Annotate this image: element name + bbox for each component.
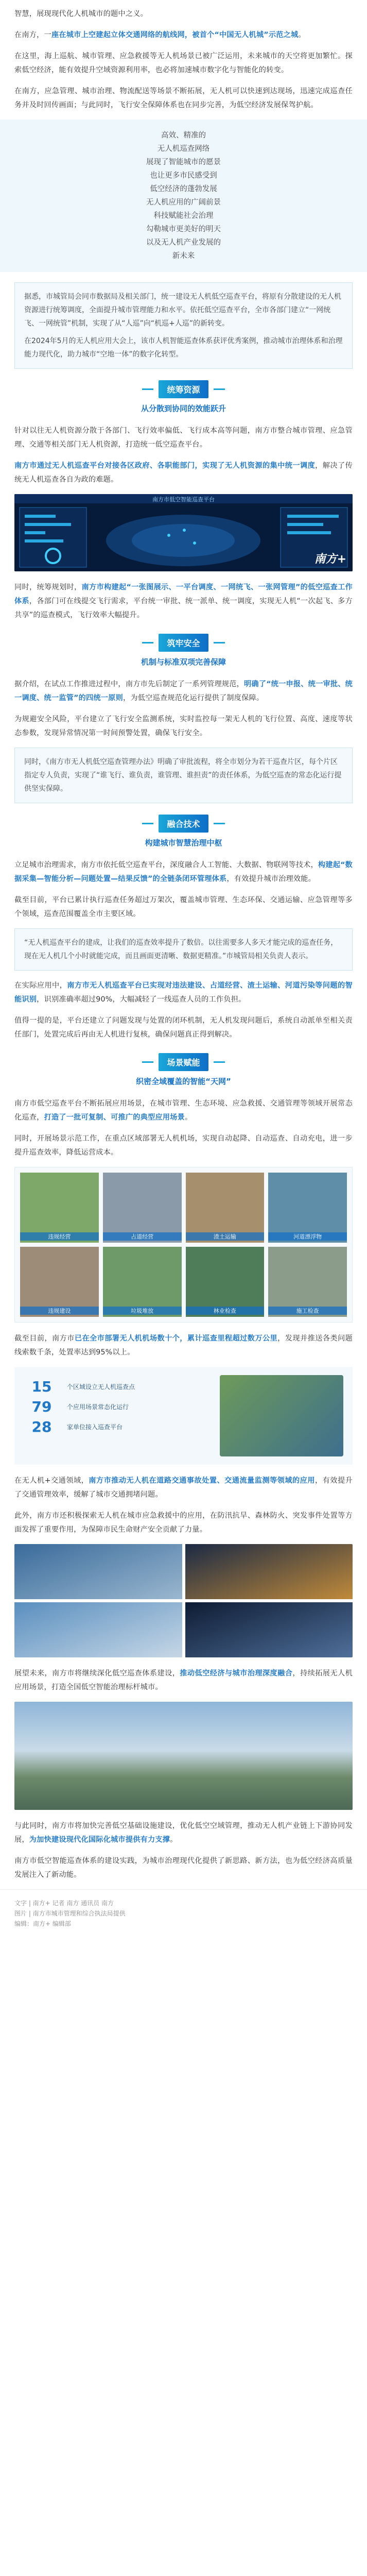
stat-item <box>24 1378 209 1395</box>
text-span: 。 <box>170 1836 178 1844</box>
quote-box-2 <box>14 748 353 803</box>
text-span: 。 <box>184 1113 193 1122</box>
scene-label: 河道漂浮物 <box>268 1232 347 1241</box>
scene-label: 违规经营 <box>20 1232 99 1241</box>
text-span: 在无人机+交通领域， <box>14 1477 89 1485</box>
quote-text: “无人机巡查平台的建成，让我们的巡查效率提升了数倍。以往需要多人多天才能完成的巡查任务，现在无人机几个小时就能完成，而且画面更清晰、数据更精准。”市城管局相关负责人表示。 <box>24 939 338 960</box>
section-title-1 <box>0 380 367 415</box>
highlight-text: 打造了一批可复制、可推广的典型应用场景 <box>44 1113 185 1122</box>
paragraph <box>14 979 353 1007</box>
scene-tile <box>103 1247 182 1317</box>
paragraph: 截至目前，平台已累计执行巡查任务超过万架次，覆盖城市管理、生态环保、交通运输、应急管理等多个领域，巡查范围覆盖全市主要区域。 <box>14 896 353 918</box>
divider <box>142 388 153 390</box>
section-6-body <box>0 1667 367 1882</box>
scene-label: 违规建设 <box>20 1307 99 1315</box>
footer-line: 图片 | 南方市城市管理和综合执法局提供 <box>14 1910 126 1917</box>
photo-tile <box>14 1544 182 1599</box>
text-span: 在实际应用中， <box>14 981 67 990</box>
stats-panel <box>14 1367 353 1465</box>
stats-list <box>24 1375 209 1456</box>
scene-tile <box>186 1247 265 1317</box>
aerial-photo <box>220 1375 343 1456</box>
paragraph: 为规避安全风险，平台建立了飞行安全监测系统，实时监控每一架无人机的飞行位置、高度、速度等状态参数，发现异常情况第一时间预警处置，确保飞行安全。 <box>14 715 353 737</box>
text-span: ，为低空巡查规范化运行提供了制度保障。 <box>123 694 264 702</box>
text-span: ，有效提升城市治理效能。 <box>226 875 316 883</box>
footer-line: 文字 | 南方+ 记者 南方 通讯员 南方 <box>14 1900 114 1907</box>
paragraph <box>14 581 353 622</box>
highlight-text: 已在全市部署无人机机场数十个，累计巡查里程超过数万公里 <box>74 1334 278 1343</box>
text-span: ，识别准确率超过90%，大幅减轻了一线巡查人员的工作负担。 <box>37 995 246 1004</box>
divider <box>142 642 153 643</box>
highlight-text: 构建起“数据采集—智能分析—问题处置—结果反馈”的全链条闭环管理体系 <box>14 861 353 883</box>
poem-block <box>0 120 367 272</box>
divider <box>214 642 225 643</box>
stat-number: 15 <box>31 1378 52 1395</box>
paragraph: 南方市低空智能巡查体系的建设实践，为城市治理现代化提供了新思路、新方法，也为低空经济高质量发展注入了新动能。 <box>14 1857 353 1879</box>
paragraph: 同时，开展场景示范工作，在重点区域部署无人机机场，实现自动起降、自动巡查、自动充电，进一步提升巡查效率，降低运营成本。 <box>14 1134 353 1157</box>
section-2-body <box>0 677 367 803</box>
dashboard-graphic <box>14 494 353 571</box>
paragraph <box>14 858 353 886</box>
text-span: 截至目前，南方市 <box>14 1334 75 1343</box>
divider <box>142 1061 153 1063</box>
scene-label: 林业检查 <box>186 1307 265 1315</box>
text-span: 。 <box>298 31 306 39</box>
scene-label: 渣土运输 <box>186 1232 265 1241</box>
section-subtitle: 织密全域覆盖的智能“天网” <box>136 1077 231 1086</box>
text-span: 展望未来，南方市将继续深化低空巡查体系建设， <box>14 1669 180 1677</box>
quote-box-1 <box>14 282 353 369</box>
text-span: 同时，统筹规划时， <box>14 583 82 591</box>
divider <box>142 823 153 824</box>
quote-text: 同时，《南方市无人机低空巡查管理办法》明确了审批流程，将全市划分为若干巡查片区，每个片区指定专人负责，实现了“谁飞行、谁负责，谁管理、谁担责”的责任体系，为低空巡查的常态化运行提供坚实保障。 <box>24 758 342 793</box>
section-5-body <box>0 1474 367 1657</box>
paragraph: 此外，南方市还积极探索无人机在城市应急救援中的应用，在防汛抗旱、森林防火、突发事件处置等方面发挥了重要作用，为保障市民生命财产安全贡献了力量。 <box>14 1512 353 1534</box>
section-1-body <box>0 424 367 622</box>
stat-label: 家单位接入巡查平台 <box>67 1423 123 1431</box>
highlight-text: 南方市通过无人机巡查平台对接各区政府、各职能部门，实现了无人机资源的集中统一调度 <box>14 462 316 470</box>
text-span: 在南方，一 <box>14 31 51 39</box>
section-3-body <box>0 858 367 1042</box>
poem-line: 勾勒城市更美好的明天 <box>146 225 221 233</box>
text-span: ，各部门可在线提交飞行需求，平台统一审批、统一派单、统一调度，实现无人机“一次起飞、多方共享”的巡查模式，飞行效率大幅提升。 <box>14 597 353 619</box>
section-subtitle: 从分散到协同的效能跃升 <box>141 404 226 413</box>
section-label: 筑牢安全 <box>159 634 208 652</box>
stat-label: 个应用场景常态化运行 <box>67 1403 129 1411</box>
highlight-text: 南方市无人机巡查平台已实现对违法建设、占道经营、渣土运输、河道污染等问题的智能识别 <box>14 981 353 1004</box>
text-span: ，持续拓展无人机应用场景，打造全国低空智能治理标杆城市。 <box>14 1669 353 1691</box>
dashboard-title: 南方市低空智能巡查平台 <box>152 496 215 503</box>
section-4-body <box>0 1097 367 1465</box>
paragraph: 值得一提的是，平台还建立了问题发现与处置的闭环机制，无人机发现问题后，系统自动派单至相关责任部门，处置完成后再由无人机进行复核，确保问题真正得到解决。 <box>14 1016 353 1039</box>
quote-text-2: 在2024年5月的无人机应用大会上，该市人机智能巡查体系获评优秀案例，推动城市治理体系和治理能力现代化，助力城市“空地一体”的数字化转型。 <box>24 337 343 359</box>
scene-label: 占道经营 <box>103 1232 182 1241</box>
divider <box>214 388 225 390</box>
section-label: 场景赋能 <box>159 1053 208 1071</box>
article-footer <box>0 1889 367 1940</box>
section-subtitle: 机制与标准双项完善保障 <box>141 657 226 667</box>
highlight-text: 推动低空经济与城市治理深度融合 <box>180 1669 293 1677</box>
highlight-text: 南方市构建起“一张图展示、一平台调度、一网统飞、一张网管理”的低空巡查工作体系 <box>14 583 353 605</box>
scene-collage-image <box>14 1167 353 1323</box>
paragraph <box>14 1097 353 1125</box>
poem-line: 无人机巡查网络 <box>157 145 210 153</box>
paragraph <box>14 1819 353 1847</box>
paragraph <box>14 1667 353 1694</box>
intro-paragraph-1: 智慧，展现现代化人机城市的题中之义。 <box>14 10 148 18</box>
footer-line: 编辑：南方+ 编辑部 <box>14 1920 71 1927</box>
stat-item <box>24 1398 209 1415</box>
text-span: ，解决了传统无人机巡查各自为政的难题。 <box>14 462 353 484</box>
text-span: ，发现并推送各类问题线索数千条，处置率达到95%以上。 <box>14 1334 353 1357</box>
paragraph <box>14 1332 353 1360</box>
poem-line: 新未来 <box>172 252 195 260</box>
text-span: 南方市低空巡查平台不断拓展应用场景，在城市管理、生态环境、应急救援、交通管理等领域开展常态化巡查， <box>14 1099 353 1122</box>
section-title-2 <box>0 634 367 668</box>
poem-line: 高效、精准的 <box>161 131 206 140</box>
scene-label: 施工检查 <box>268 1307 347 1315</box>
poem-line: 以及无人机产业发展的 <box>146 239 221 247</box>
poem-line: 也让更多市民感受到 <box>150 172 217 180</box>
city-photo <box>14 1702 353 1810</box>
paragraph <box>14 677 353 705</box>
paragraph: 针对以往无人机资源分散于各部门、飞行效率偏低、飞行成本高等问题，南方市整合城市管理、应急管理、交通等相关部门无人机资源，打造统一低空巡查平台。 <box>14 427 353 449</box>
stat-label: 个区域设立无人机巡查点 <box>67 1383 135 1391</box>
scene-tile <box>268 1173 347 1243</box>
photo-tile <box>185 1602 353 1657</box>
text-span: 立足城市治理需求，南方市依托低空巡查平台，深度融合人工智能、大数据、物联网等技术， <box>14 861 318 869</box>
divider <box>214 823 225 824</box>
intro-section <box>0 0 367 112</box>
intro-paragraph-2 <box>14 28 353 42</box>
poem-line: 无人机应用的广阔前景 <box>146 198 221 207</box>
stat-number: 79 <box>31 1398 52 1415</box>
section-title-3 <box>0 815 367 849</box>
text-span: ，有效提升了交通管理效率，缓解了城市交通拥堵问题。 <box>14 1477 353 1499</box>
poem-line: 低空经济的蓬勃发展 <box>150 185 217 193</box>
paragraph <box>14 459 353 487</box>
highlight-text: 明确了“统一申报、统一审批、统一调度、统一监管”的四统一原则 <box>14 680 353 702</box>
divider <box>214 1061 225 1063</box>
text-span: 与此同时，南方市将加快完善低空基础设施建设，优化低空空域管理，推动无人机产业链上下游协同发展， <box>14 1822 353 1844</box>
stat-item <box>24 1418 209 1435</box>
photo-tile <box>14 1602 182 1657</box>
watermark: 南方+ <box>314 553 346 566</box>
text-span: 据介绍，在试点工作推进过程中，南方市先后制定了一系列管理规范， <box>14 680 244 688</box>
scene-tile <box>20 1173 99 1243</box>
quote-text: 据悉，市城管局会同市数据局及相关部门，统一建设无人机低空巡查平台，将原有分散建设的无人机资源进行统筹调度，全面提升城市管理能力和水平。依托低空巡查平台，全市各部门建立“一网统飞、一网统管”机制，实现了从“人巡”向“机巡+人巡”的新转变。 <box>24 293 341 328</box>
title-top <box>142 1053 224 1071</box>
scene-label: 垃圾堆放 <box>103 1307 182 1315</box>
title-top <box>142 815 224 833</box>
dashboard-image <box>14 494 353 571</box>
quote-section-1 <box>0 282 367 369</box>
poem-line: 科技赋能社会治理 <box>153 212 214 220</box>
highlight-text: 座在城市上空建起立体交通网络的航线网，被首个“中国无人机城”示范之城 <box>51 31 299 39</box>
traffic-photos <box>14 1544 353 1657</box>
section-label: 融合技术 <box>159 815 208 833</box>
section-label: 统筹资源 <box>159 380 208 398</box>
stat-number: 28 <box>31 1418 52 1435</box>
highlight-text: 为加快建设现代化国际化城市提供有力支撑 <box>29 1836 170 1844</box>
title-top <box>142 380 224 398</box>
paragraph <box>14 1474 353 1502</box>
scene-tile <box>186 1173 265 1243</box>
scene-tile <box>20 1247 99 1317</box>
title-top <box>142 634 224 652</box>
intro-paragraph-4: 在南方，应急管理、城市治理、物流配送等场景不断拓展，无人机可以快速到达现场，迅速完成巡查任务并及时回传画面；与此同时，飞行安全保障体系也在同步完善，为低空经济发展保驾护航。 <box>14 87 353 109</box>
section-title-4 <box>0 1053 367 1088</box>
quote-box-3 <box>14 928 353 971</box>
section-subtitle: 构建城市智慧治理中枢 <box>145 838 222 848</box>
scene-tile <box>268 1247 347 1317</box>
poem-line: 展现了智能城市的愿景 <box>146 158 221 166</box>
intro-paragraph-3: 在这里，海上巡航、城市管理、应急救援等无人机场景已被广泛运用，未来城市的天空将更加繁忙。探索低空经济，能有效提升空域资源利用率，也必将加速城市数字化与智能化的转变。 <box>14 52 353 74</box>
scene-tile <box>103 1173 182 1243</box>
photo-tile <box>185 1544 353 1599</box>
highlight-text: 南方市推动无人机在道路交通事故处置、交通流量监测等领域的应用 <box>89 1477 315 1485</box>
